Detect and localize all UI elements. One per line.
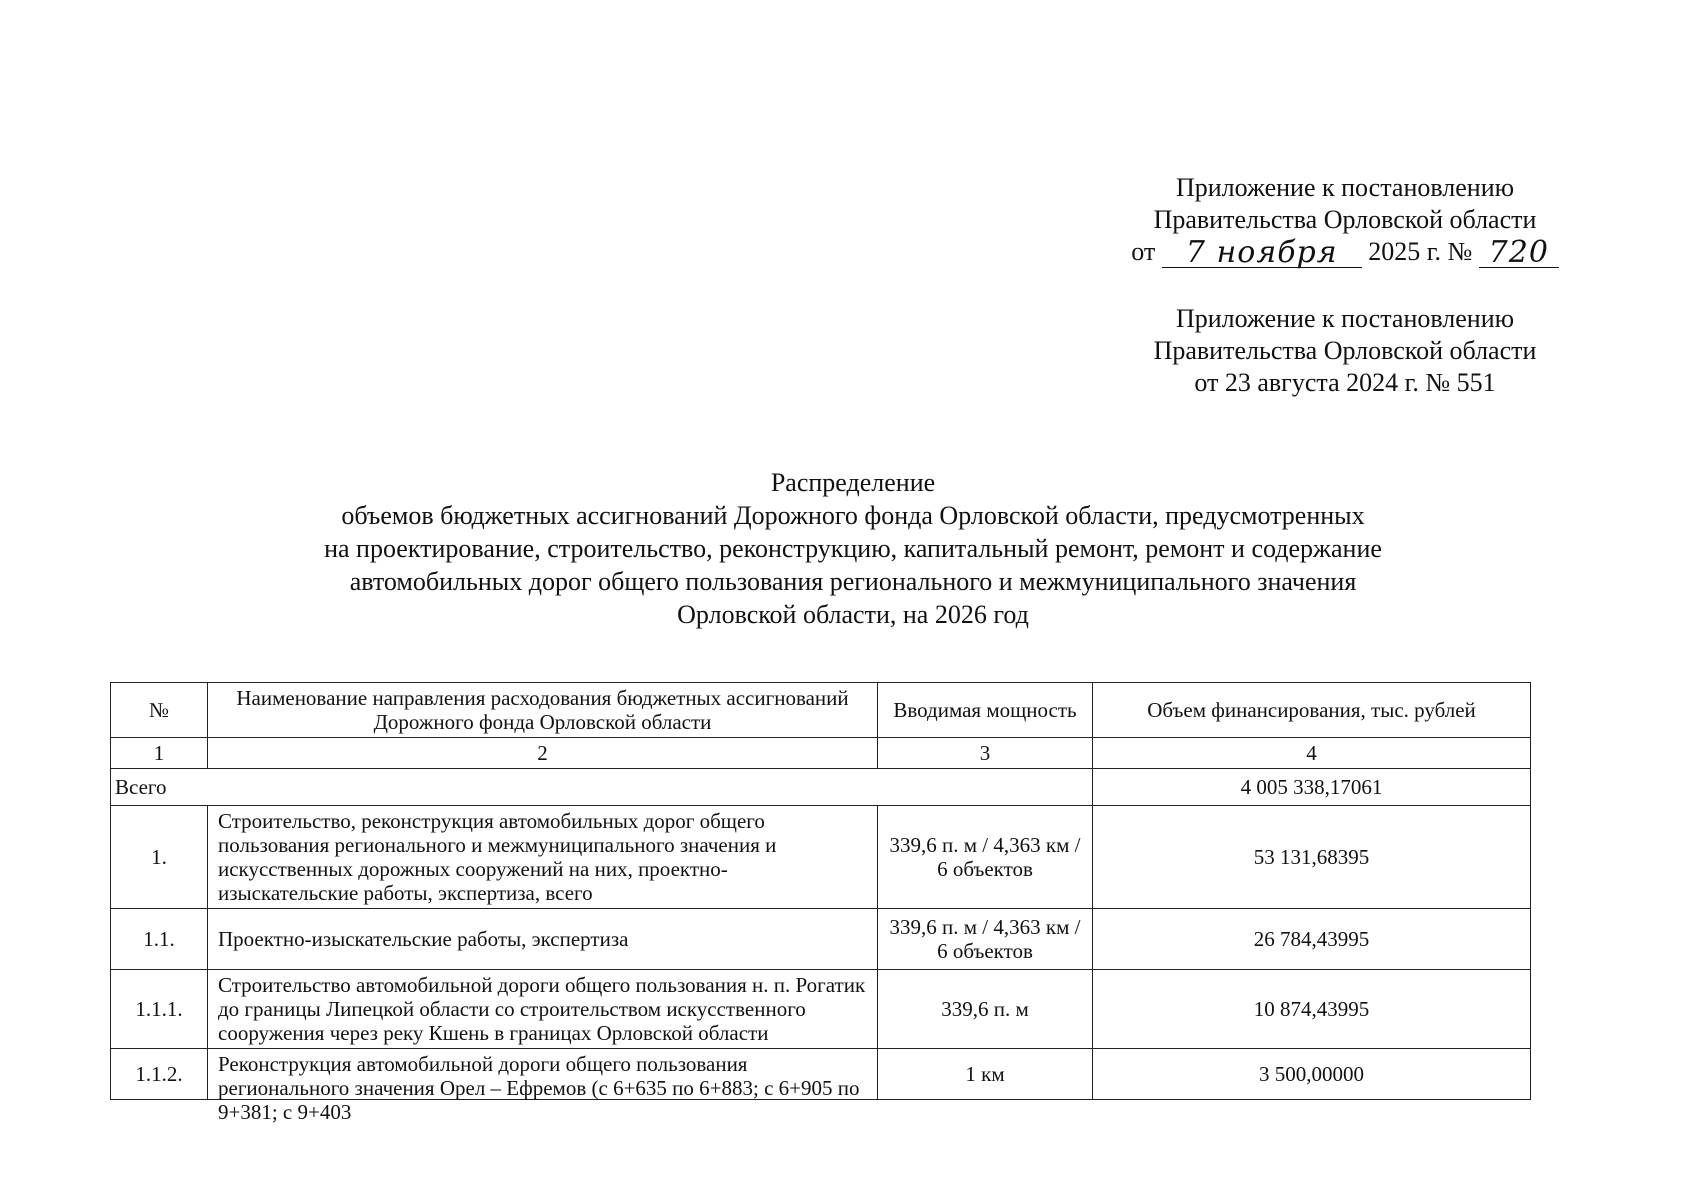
year-text: 2025 г. № <box>1368 237 1473 266</box>
annex-old-block <box>1130 303 1560 399</box>
row-power: 1 км <box>878 1049 1093 1100</box>
column-index-row <box>111 738 1531 769</box>
table-row <box>111 970 1531 1049</box>
title-line2: объемов бюджетных ассигнований Дорожного фонда Орловской области, предусмотренных <box>341 501 1365 530</box>
total-label: Всего <box>111 769 1093 806</box>
index-cell-3: 3 <box>878 738 1093 769</box>
row-sum: 53 131,68395 <box>1093 806 1531 909</box>
date-prefix: от <box>1131 237 1156 266</box>
budget-table-container <box>110 682 1530 1124</box>
total-row <box>111 769 1531 806</box>
table-header-row <box>111 683 1531 738</box>
row-power: 339,6 п. м / 4,363 км / 6 объектов <box>878 909 1093 970</box>
row-power: 339,6 п. м <box>878 970 1093 1049</box>
row-sum: 3 500,00000 <box>1093 1049 1531 1100</box>
row-num: 1.1. <box>111 909 208 970</box>
annex-new-line2: Правительства Орловской области <box>1153 205 1537 234</box>
handwritten-number-text: 720 <box>1488 235 1549 270</box>
index-cell-4: 4 <box>1093 738 1531 769</box>
annex-old-line3: от 23 августа 2024 г. № 551 <box>1194 368 1496 397</box>
handwritten-date <box>1162 237 1362 268</box>
total-sum: 4 005 338,17061 <box>1093 769 1531 806</box>
handwritten-number <box>1479 237 1559 268</box>
index-cell-1: 1 <box>111 738 208 769</box>
handwritten-date-text: 7 ноября <box>1185 235 1338 270</box>
annex-new-line1: Приложение к постановлению <box>1175 173 1515 202</box>
table-row <box>111 909 1531 970</box>
row-num: 1.1.2. <box>111 1049 208 1100</box>
annex-old-line1: Приложение к постановлению <box>1175 304 1515 333</box>
title-line3: на проектирование, строительство, реконструкцию, капитальный ремонт, ремонт и содержание <box>324 534 1382 563</box>
header-sum: Объем финансирования, тыс. рублей <box>1093 683 1531 738</box>
header-num: № <box>111 683 208 738</box>
row-name: Реконструкция автомобильной дороги общего пользования регионального значения Орел – Ефремов (с 6+635 по 6+883; с 6+905 по 9+381; с 9+403 <box>218 1052 860 1124</box>
row-num: 1. <box>111 806 208 909</box>
document-title <box>253 466 1453 631</box>
row-power: 339,6 п. м / 4,363 км / 6 объектов <box>878 806 1093 909</box>
header-name: Наименование направления расходования бюджетных ассигнований Дорожного фонда Орловской области <box>208 683 878 738</box>
title-line4: автомобильных дорог общего пользования регионального и межмуниципального значения <box>349 567 1357 596</box>
row-name-cell <box>208 1049 878 1124</box>
row-num: 1.1.1. <box>111 970 208 1049</box>
row-name: Строительство автомобильной дороги общего пользования н. п. Рогатик до границы Липецкой области со строительством искусственного сооружения через реку Кшень в границах Орловской области <box>208 970 878 1049</box>
row-name: Проектно-изыскательские работы, экспертиза <box>208 909 878 970</box>
title-line1: Распределение <box>770 468 936 497</box>
row-name: Строительство, реконструкция автомобильных дорог общего пользования регионального и межмуниципального значения и искусственных дорожных сооружений на них, проектно-изыскательские работы, экспертиза, всего <box>208 806 878 909</box>
table-row <box>111 1049 1531 1100</box>
annex-new-block <box>1130 172 1560 268</box>
annex-old-line2: Правительства Орловской области <box>1153 336 1537 365</box>
header-power: Вводимая мощность <box>878 683 1093 738</box>
annex-new-line3 <box>1130 236 1560 268</box>
table-row <box>111 806 1531 909</box>
row-sum: 10 874,43995 <box>1093 970 1531 1049</box>
title-line5: Орловской области, на 2026 год <box>677 600 1029 629</box>
budget-table <box>110 682 1531 1124</box>
index-cell-2: 2 <box>208 738 878 769</box>
row-sum: 26 784,43995 <box>1093 909 1531 970</box>
